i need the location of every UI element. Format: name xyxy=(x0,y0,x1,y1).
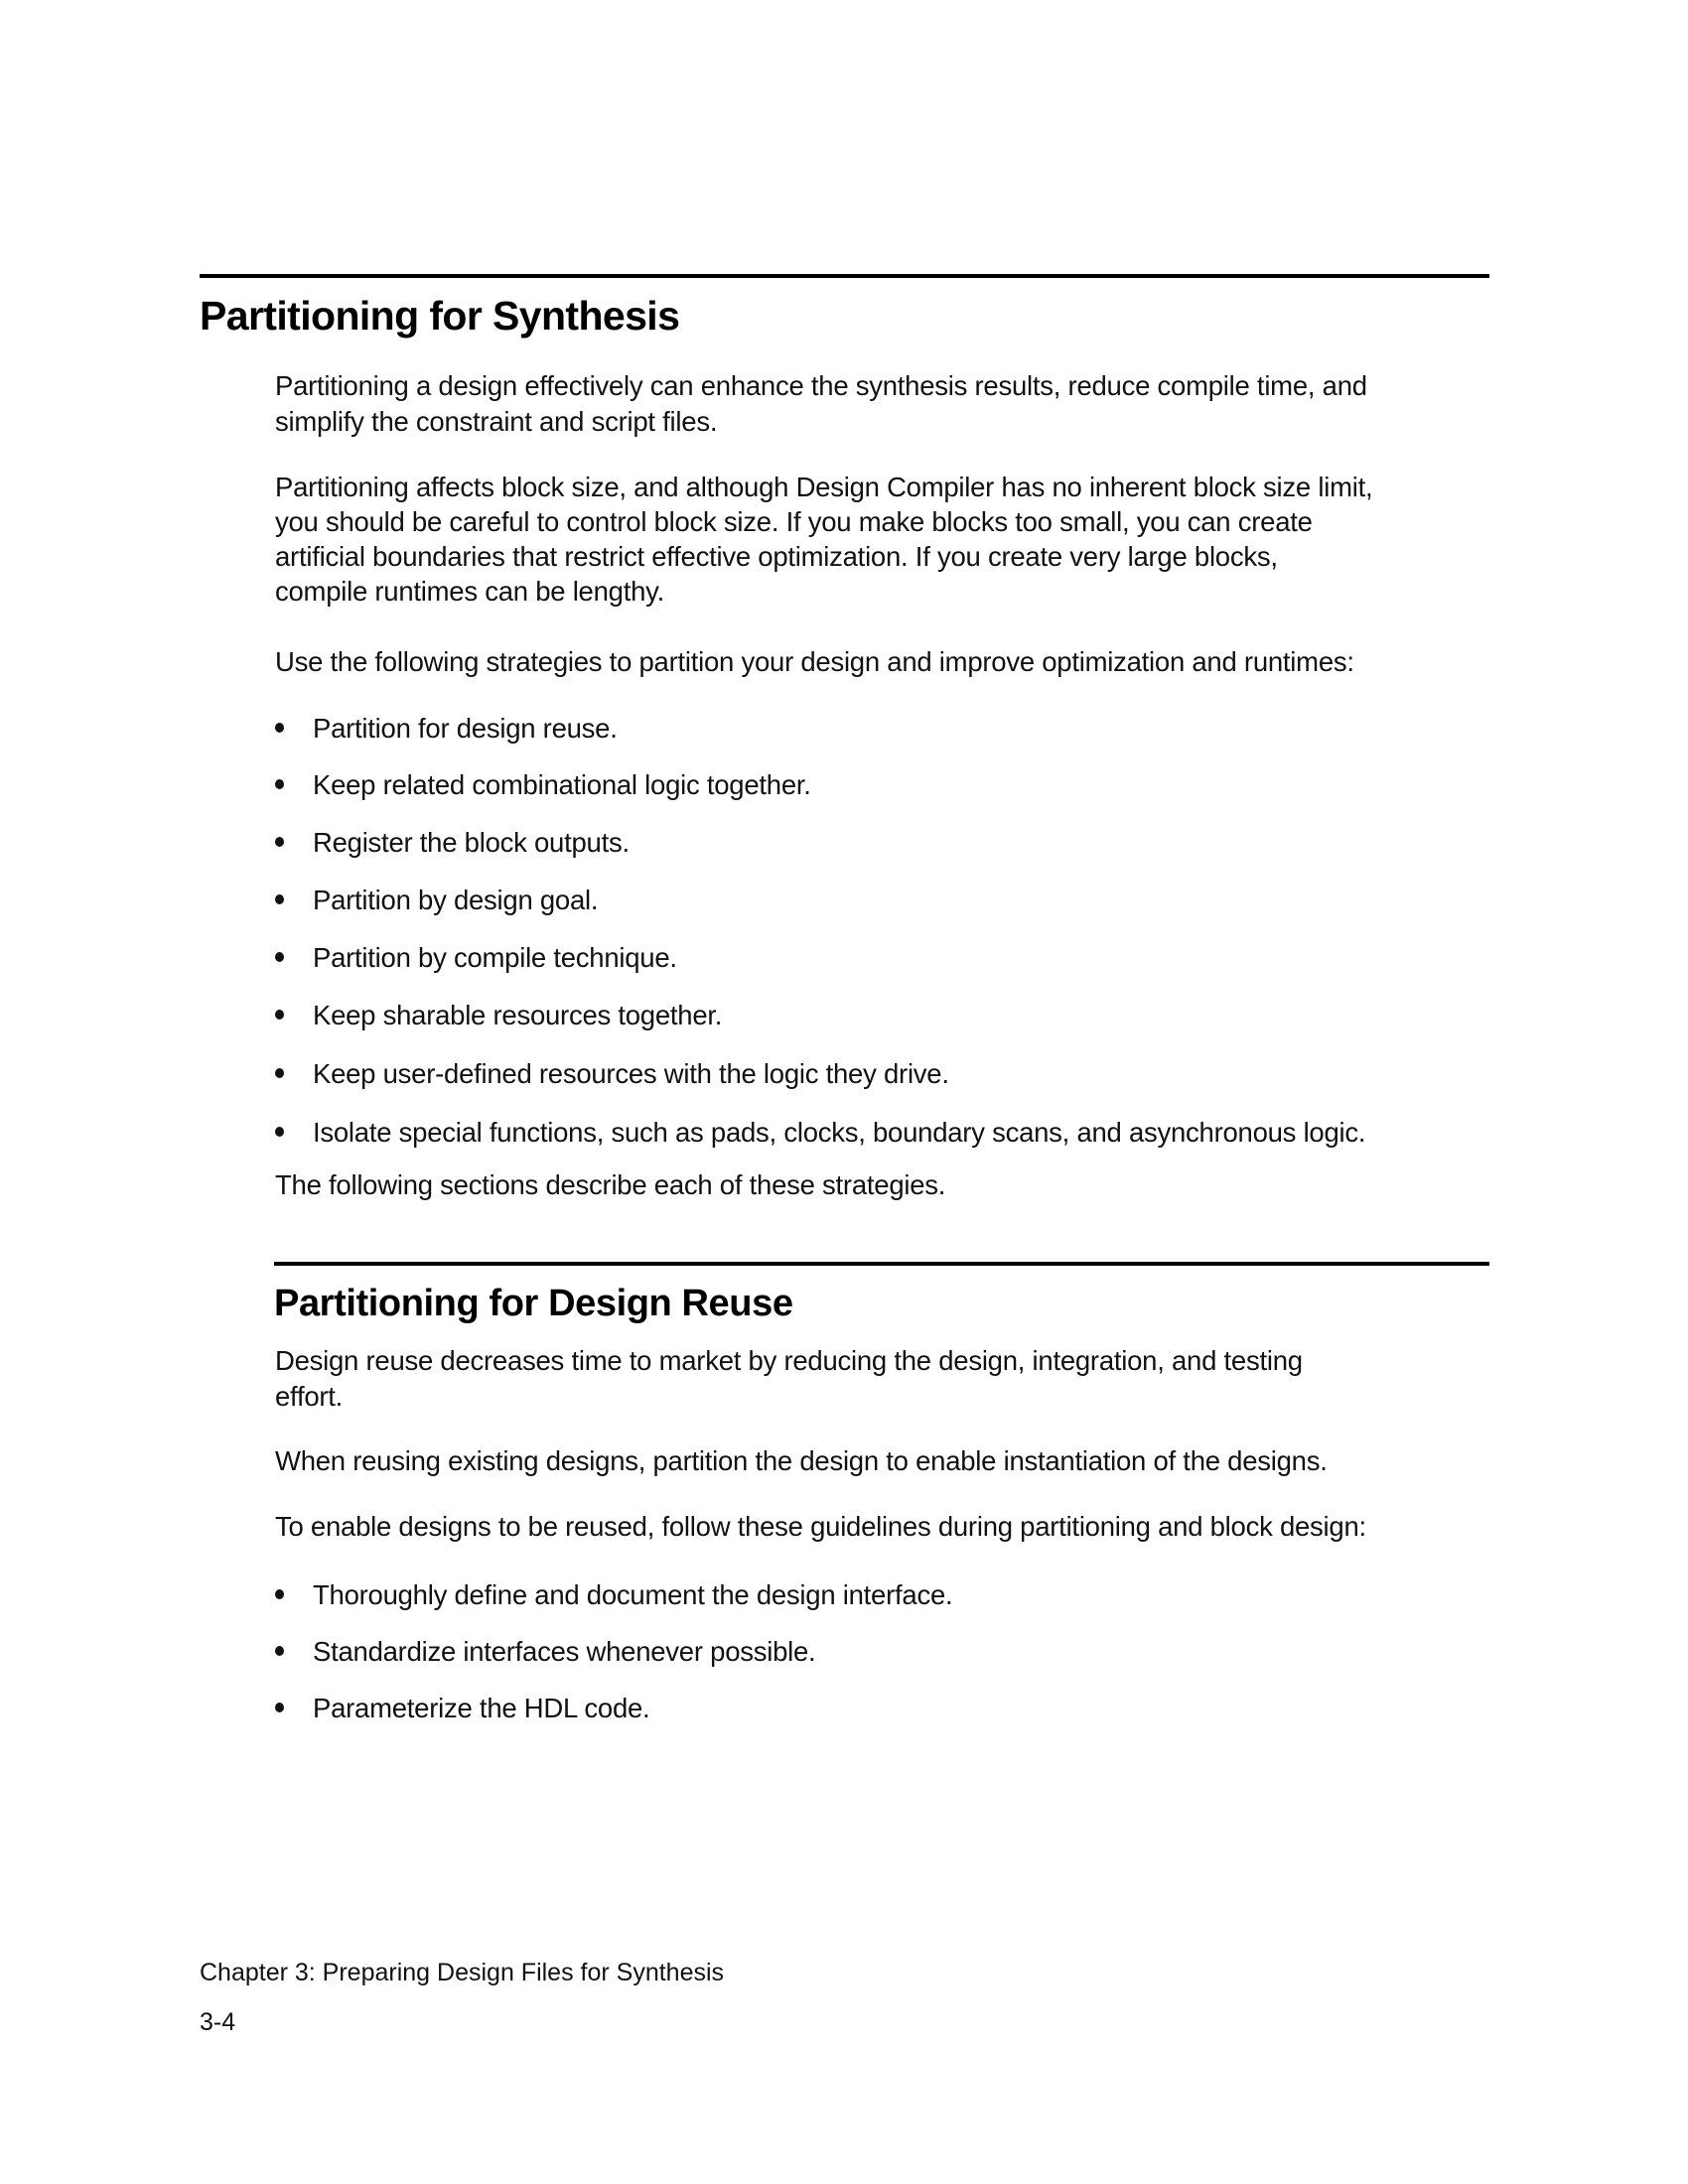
list-item-text: Keep user-defined resources with the logic they drive. xyxy=(313,1058,949,1089)
subsection-heading: Partitioning for Design Reuse xyxy=(274,1283,793,1324)
paragraph-line: compile runtimes can be lengthy. xyxy=(275,576,664,607)
paragraph-line: simplify the constraint and script files. xyxy=(275,406,718,437)
section-heading: Partitioning for Synthesis xyxy=(200,293,680,339)
subsection-rule-top xyxy=(274,1262,1489,1266)
bullet-icon xyxy=(275,894,284,904)
paragraph-line: Partitioning a design effectively can enhance the synthesis results, reduce compile time, and xyxy=(275,370,1367,401)
list-item-text: Standardize interfaces whenever possible. xyxy=(313,1636,816,1667)
list-item-text: Parameterize the HDL code. xyxy=(313,1693,650,1723)
paragraph-line: Use the following strategies to partition your design and improve optimization and runtimes: xyxy=(275,646,1354,677)
list-item-text: Isolate special functions, such as pads, clocks, boundary scans, and asynchronous logic. xyxy=(313,1117,1366,1148)
paragraph-line: Design reuse decreases time to market by reducing the design, integration, and testing xyxy=(275,1345,1303,1376)
paragraph-line: artificial boundaries that restrict effective optimization. If you create very large blocks, xyxy=(275,541,1278,572)
list-item-text: Register the block outputs. xyxy=(313,827,630,858)
bullet-icon xyxy=(275,1068,284,1078)
list-item-text: Keep sharable resources together. xyxy=(313,1000,723,1030)
paragraph-line: effort. xyxy=(275,1381,344,1412)
list-item-text: Partition by compile technique. xyxy=(313,942,677,973)
bullet-icon xyxy=(275,1010,284,1020)
section-rule-top xyxy=(200,274,1489,278)
bullet-icon xyxy=(275,1646,284,1656)
bullet-icon xyxy=(275,1589,284,1599)
bullet-icon xyxy=(275,1703,284,1712)
list-item-text: Keep related combinational logic together. xyxy=(313,769,811,800)
bullet-icon xyxy=(275,723,284,733)
list-item-text: Thoroughly define and document the design interface. xyxy=(313,1579,953,1610)
paragraph-line: The following sections describe each of these strategies. xyxy=(275,1169,946,1200)
paragraph-line: you should be careful to control block size. If you make blocks too small, you can create xyxy=(275,506,1313,537)
bullet-icon xyxy=(275,1127,284,1137)
list-item-text: Partition for design reuse. xyxy=(313,713,618,744)
bullet-icon xyxy=(275,837,284,847)
bullet-icon xyxy=(275,779,284,789)
footer-page-number: 3-4 xyxy=(200,2008,236,2036)
footer-chapter-title: Chapter 3: Preparing Design Files for Synthesis xyxy=(200,1959,725,1986)
list-item-text: Partition by design goal. xyxy=(313,885,599,915)
paragraph-line: Partitioning affects block size, and although Design Compiler has no inherent block size limit, xyxy=(275,472,1373,502)
paragraph-line: To enable designs to be reused, follow these guidelines during partitioning and block design: xyxy=(275,1511,1366,1542)
paragraph-line: When reusing existing designs, partition the design to enable instantiation of the designs. xyxy=(275,1445,1328,1476)
bullet-icon xyxy=(275,952,284,962)
